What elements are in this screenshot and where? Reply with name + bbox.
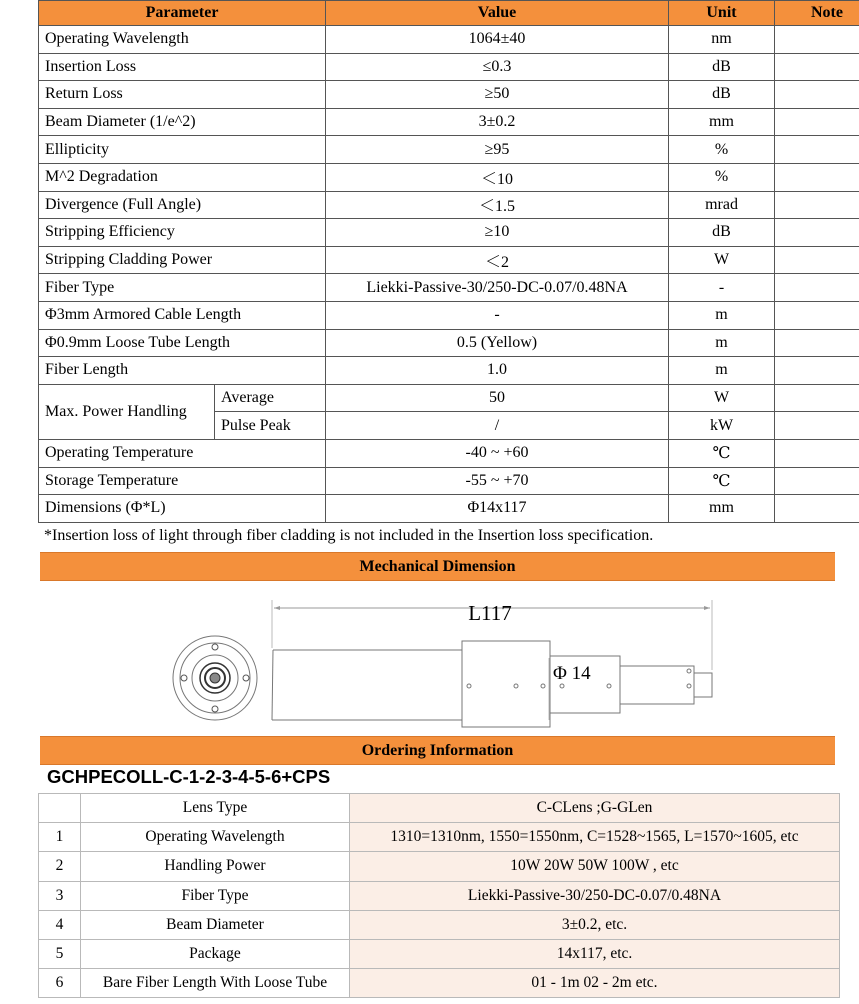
spec-row-power-average: [39, 384, 859, 412]
diameter-dimension-label: Φ 14: [553, 663, 591, 684]
spec-row: [39, 357, 859, 385]
spec-value: ≤0.3: [326, 53, 669, 81]
spec-note: [775, 191, 859, 219]
ordering-index: 4: [39, 910, 81, 939]
spec-row: [39, 301, 859, 329]
spec-value: ＜1.5: [326, 191, 669, 219]
spec-unit: mm: [669, 108, 775, 136]
model-code: GCHPECOLL-C-1-2-3-4-5-6+CPS: [47, 766, 331, 787]
spec-unit: ℃: [669, 439, 775, 467]
end-view-drawing: [173, 636, 257, 720]
spec-parameter: Max. Power Handling: [39, 384, 215, 439]
spec-unit: ℃: [669, 467, 775, 495]
ordering-index: 6: [39, 969, 81, 998]
spec-parameter: Φ3mm Armored Cable Length: [39, 301, 326, 329]
ordering-value: 01 - 1m 02 - 2m etc.: [350, 969, 840, 998]
spec-row: [39, 163, 859, 191]
ordering-name: Package: [81, 939, 350, 968]
spec-note: [775, 81, 859, 109]
spec-unit: -: [669, 274, 775, 302]
spec-value: -: [326, 301, 669, 329]
spec-unit: mm: [669, 495, 775, 523]
ordering-table: [38, 793, 840, 998]
spec-unit: W: [669, 246, 775, 274]
ordering-name: Beam Diameter: [81, 910, 350, 939]
ordering-value: 10W 20W 50W 100W , etc: [350, 852, 840, 881]
spec-note: [775, 219, 859, 247]
spec-note: [775, 53, 859, 81]
spec-parameter: Beam Diameter (1/e^2): [39, 108, 326, 136]
spec-parameter: Dimensions (Φ*L): [39, 495, 326, 523]
spec-row: [39, 439, 859, 467]
spec-parameter: Divergence (Full Angle): [39, 191, 326, 219]
ordering-row: [39, 969, 840, 998]
spec-parameter: Operating Wavelength: [39, 26, 326, 54]
spec-unit: W: [669, 384, 775, 412]
spec-unit: m: [669, 329, 775, 357]
ordering-index: [39, 794, 81, 823]
spec-row: [39, 53, 859, 81]
spec-note: [775, 136, 859, 164]
spec-unit: %: [669, 163, 775, 191]
spec-parameter: Operating Temperature: [39, 439, 326, 467]
spec-parameter: Return Loss: [39, 81, 326, 109]
spec-row: [39, 495, 859, 523]
spec-value: Φ14x117: [326, 495, 669, 523]
mechanical-dimension-header: Mechanical Dimension: [40, 552, 835, 581]
spec-note: [775, 412, 859, 440]
ordering-value: Liekki-Passive-30/250-DC-0.07/0.48NA: [350, 881, 840, 910]
ordering-name: Lens Type: [81, 794, 350, 823]
ordering-index: 2: [39, 852, 81, 881]
ordering-index: 5: [39, 939, 81, 968]
ordering-index: 1: [39, 823, 81, 852]
header-value: Value: [326, 1, 669, 26]
ordering-value: 3±0.2, etc.: [350, 910, 840, 939]
spec-value: ＜2: [326, 246, 669, 274]
spec-note: [775, 357, 859, 385]
spec-value: 50: [326, 384, 669, 412]
spec-row: [39, 467, 859, 495]
mechanical-drawing: [160, 590, 730, 735]
spec-value: 3±0.2: [326, 108, 669, 136]
spec-value: Liekki-Passive-30/250-DC-0.07/0.48NA: [326, 274, 669, 302]
ordering-name: Fiber Type: [81, 881, 350, 910]
spec-unit: kW: [669, 412, 775, 440]
header-unit: Unit: [669, 1, 775, 26]
spec-row: [39, 329, 859, 357]
spec-parameter: M^2 Degradation: [39, 163, 326, 191]
spec-row: [39, 81, 859, 109]
ordering-row: [39, 852, 840, 881]
spec-unit: dB: [669, 53, 775, 81]
header-parameter: Parameter: [39, 1, 326, 26]
ordering-row: [39, 910, 840, 939]
spec-row: [39, 274, 859, 302]
spec-value: ＜10: [326, 163, 669, 191]
spec-row: [39, 246, 859, 274]
spec-note: [775, 439, 859, 467]
spec-value: -55 ~ +70: [326, 467, 669, 495]
spec-parameter: Ellipticity: [39, 136, 326, 164]
spec-row: [39, 136, 859, 164]
spec-unit: m: [669, 357, 775, 385]
ordering-index: 3: [39, 881, 81, 910]
ordering-row: [39, 823, 840, 852]
spec-unit: dB: [669, 219, 775, 247]
ordering-name: Handling Power: [81, 852, 350, 881]
spec-unit: nm: [669, 26, 775, 54]
spec-subparameter: Pulse Peak: [215, 412, 326, 440]
spec-value: ≥10: [326, 219, 669, 247]
spec-value: 1064±40: [326, 26, 669, 54]
spec-value: ≥50: [326, 81, 669, 109]
spec-unit: mrad: [669, 191, 775, 219]
spec-note: [775, 246, 859, 274]
spec-parameter: Fiber Length: [39, 357, 326, 385]
spec-unit: %: [669, 136, 775, 164]
spec-parameter: Insertion Loss: [39, 53, 326, 81]
spec-value: -40 ~ +60: [326, 439, 669, 467]
spec-parameter: Stripping Cladding Power: [39, 246, 326, 274]
spec-parameter: Stripping Efficiency: [39, 219, 326, 247]
spec-unit: dB: [669, 81, 775, 109]
spec-note: [775, 467, 859, 495]
length-dimension-label: L117: [468, 601, 512, 625]
spec-note: [775, 108, 859, 136]
spec-note: [775, 274, 859, 302]
ordering-name: Bare Fiber Length With Loose Tube: [81, 969, 350, 998]
spec-note: [775, 163, 859, 191]
spec-table: [38, 0, 859, 523]
spec-note: [775, 329, 859, 357]
spec-value: 1.0: [326, 357, 669, 385]
spec-value: 0.5 (Yellow): [326, 329, 669, 357]
spec-note: [775, 26, 859, 54]
spec-value: ≥95: [326, 136, 669, 164]
spec-row: [39, 191, 859, 219]
spec-parameter: Φ0.9mm Loose Tube Length: [39, 329, 326, 357]
spec-parameter: Fiber Type: [39, 274, 326, 302]
spec-row: [39, 219, 859, 247]
spec-note: [775, 301, 859, 329]
ordering-row: [39, 881, 840, 910]
ordering-information-header: Ordering Information: [40, 736, 835, 765]
spec-header-row: [39, 1, 859, 26]
footnote: *Insertion loss of light through fiber cladding is not included in the Insertion loss specification.: [44, 527, 654, 544]
spec-subparameter: Average: [215, 384, 326, 412]
ordering-name: Operating Wavelength: [81, 823, 350, 852]
spec-note: [775, 495, 859, 523]
spec-row: [39, 108, 859, 136]
header-note: Note: [775, 1, 859, 26]
ordering-row: [39, 939, 840, 968]
spec-row: [39, 26, 859, 54]
ordering-row: [39, 794, 840, 823]
ordering-value: 1310=1310nm, 1550=1550nm, C=1528~1565, L=1570~1605, etc: [350, 823, 840, 852]
ordering-value: C-CLens ;G-GLen: [350, 794, 840, 823]
spec-parameter: Storage Temperature: [39, 467, 326, 495]
spec-note: [775, 384, 859, 412]
spec-value: /: [326, 412, 669, 440]
spec-unit: m: [669, 301, 775, 329]
ordering-value: 14x117, etc.: [350, 939, 840, 968]
